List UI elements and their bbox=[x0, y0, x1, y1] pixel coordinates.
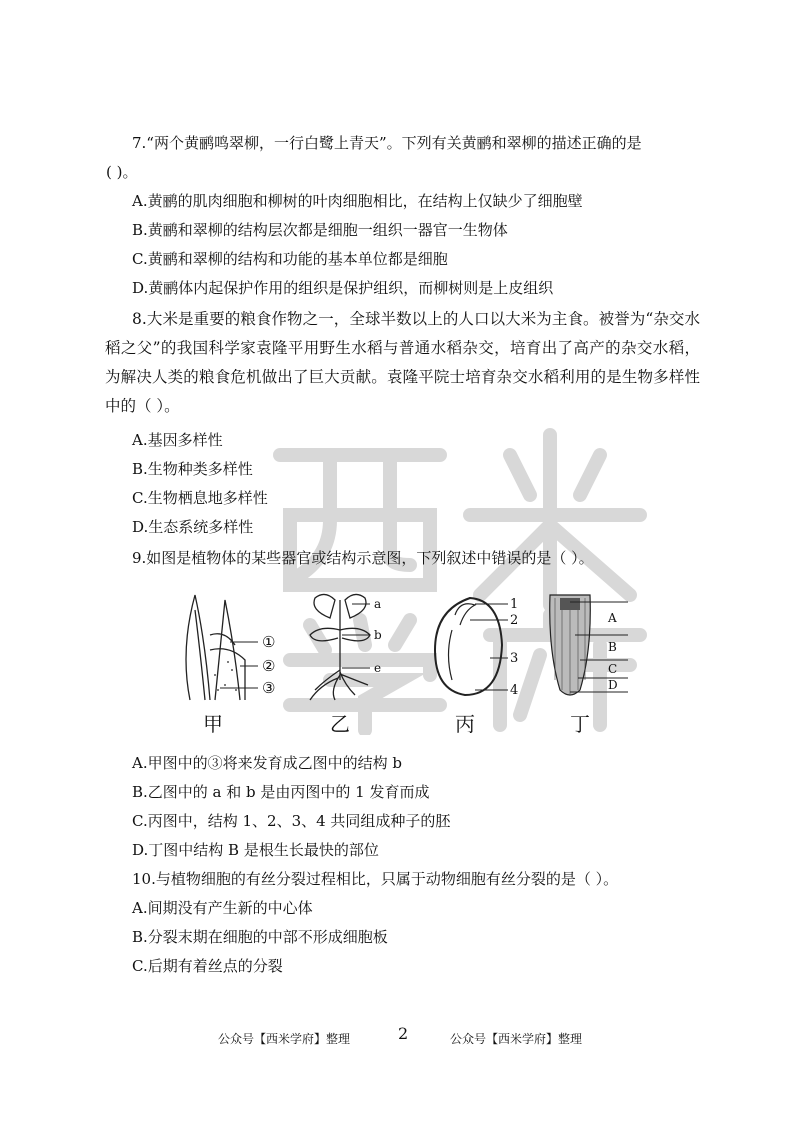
q10-stem: 10.与植物细胞的有丝分裂过程相比，只属于动物细胞有丝分裂的是（ ）。 bbox=[132, 870, 619, 888]
figure-label-ding: 丁 bbox=[570, 712, 590, 736]
bing-mark-1: 1 bbox=[510, 597, 519, 612]
q7-option-d: D.黄鹂体内起保护作用的组织是保护组织，而柳树则是上皮组织 bbox=[132, 279, 554, 297]
q8-option-c: C.生物栖息地多样性 bbox=[132, 489, 268, 507]
q7-option-b: B.黄鹂和翠柳的结构层次都是细胞一组织一器官一生物体 bbox=[132, 221, 508, 239]
yi-mark-a: a bbox=[374, 597, 382, 611]
footer-right: 公众号【西米学府】整理 bbox=[450, 1032, 583, 1046]
jia-mark-1: ① bbox=[262, 633, 276, 651]
figure-yi bbox=[290, 590, 400, 705]
q10-option-a: A.间期没有产生新的中心体 bbox=[132, 899, 313, 917]
footer-left: 公众号【西米学府】整理 bbox=[218, 1032, 351, 1046]
figure-jia bbox=[170, 590, 290, 705]
q9-option-c: C.丙图中，结构 1、2、3、4 共同组成种子的胚 bbox=[132, 812, 451, 830]
q7-stem: 7.“两个黄鹂鸣翠柳，一行白鹭上青天”。下列有关黄鹂和翠柳的描述正确的是 bbox=[132, 134, 642, 152]
bing-mark-2: 2 bbox=[510, 613, 519, 628]
watermark-text: 西米学府 bbox=[270, 425, 274, 426]
q7-blank: ( )。 bbox=[106, 163, 138, 181]
q8-option-d: D.生态系统多样性 bbox=[132, 518, 254, 536]
q7-option-c: C.黄鹂和翠柳的结构和功能的基本单位都是细胞 bbox=[132, 250, 448, 268]
q7-option-a: A.黄鹂的肌肉细胞和柳树的叶肉细胞相比，在结构上仅缺少了细胞壁 bbox=[132, 192, 583, 210]
figure-label-yi: 乙 bbox=[330, 712, 350, 736]
figure-label-jia: 甲 bbox=[203, 712, 223, 736]
bing-mark-4: 4 bbox=[510, 683, 519, 698]
page-number: 2 bbox=[398, 1024, 409, 1043]
yi-mark-b: b bbox=[374, 628, 382, 642]
q8-stem: 8.大米是重要的粮食作物之一，全球半数以上的人口以大米为主食。被誉为“杂交水稻之父”的我国科学家袁隆平用野生水稻与普通水稻杂交，培育出了高产的杂交水稻，为解决人类的粮食危机做出了巨大贡献。袁隆平院士培育杂交水稻利用的是生物多样性中的（ ）。 bbox=[105, 310, 700, 415]
q9-option-a: A.甲图中的③将来发育成乙图中的结构 b bbox=[132, 754, 402, 772]
q9-option-b: B.乙图中的 a 和 b 是由丙图中的 1 发育而成 bbox=[132, 783, 430, 801]
jia-mark-3: ③ bbox=[262, 679, 276, 697]
ding-mark-b: B bbox=[608, 640, 617, 654]
figure-label-bing: 丙 bbox=[455, 712, 475, 736]
q9-option-d: D.丁图中结构 B 是根生长最快的部位 bbox=[132, 841, 379, 859]
yi-mark-e: e bbox=[374, 661, 382, 675]
bing-mark-3: 3 bbox=[510, 651, 519, 666]
q10-option-b: B.分裂末期在细胞的中部不形成细胞板 bbox=[132, 928, 388, 946]
q9-stem: 9.如图是植物体的某些器官或结构示意图，下列叙述中错误的是（ ）。 bbox=[132, 549, 594, 567]
figure-bing bbox=[420, 590, 530, 705]
ding-mark-d: D bbox=[608, 678, 618, 692]
q8-option-a: A.基因多样性 bbox=[132, 431, 223, 449]
ding-mark-c: C bbox=[608, 662, 618, 676]
jia-mark-2: ② bbox=[262, 657, 276, 675]
ding-mark-a: A bbox=[608, 611, 617, 625]
figure-ding bbox=[530, 590, 640, 705]
q10-option-c: C.后期有着丝点的分裂 bbox=[132, 957, 283, 975]
q8-option-b: B.生物种类多样性 bbox=[132, 460, 253, 478]
